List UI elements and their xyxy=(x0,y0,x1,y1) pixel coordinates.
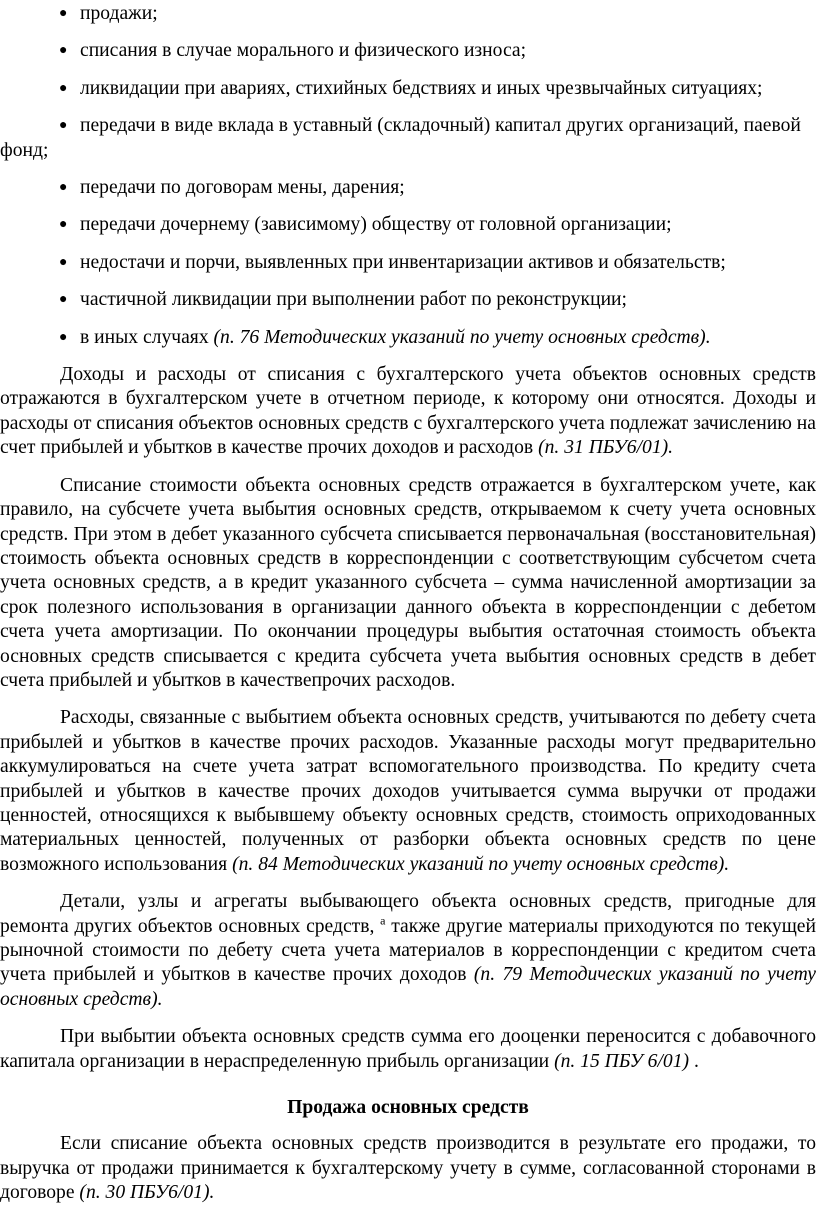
bullet-icon: ● xyxy=(59,329,68,345)
list-item-continuation: фонд; xyxy=(0,139,49,161)
document-page xyxy=(0,2,816,1219)
list-item: ● передачи по договорам мены, дарения; xyxy=(0,176,816,200)
reference: (п. 31 ПБУ6/01). xyxy=(538,437,674,459)
bullet-list xyxy=(0,2,816,350)
list-item: ● продажи; xyxy=(0,2,816,26)
bullet-icon: ● xyxy=(59,217,68,233)
reference: (п. 76 Методических указаний по учету основных средств). xyxy=(213,326,711,348)
reference: (п. 79 Методических указаний по учету основных средств). xyxy=(0,964,816,1010)
superscript: а xyxy=(380,913,386,928)
paragraph-disposal-expenses: Расходы, связанные с выбытием объекта основных средств, учитываются по дебету счета прибылей и убытков в качестве прочих расходов. Указанные расходы могут предварительно аккумулироваться на счете учета затрат вспомогательного производства. По кредиту счета прибылей и убытков в качестве прочих доходов учитывается сумма выручки от продажи ценностей, относящихся к выбывшему объекту основных средств, стоимость оприходованных материальных ценностей, полученных от разборки объекта основных средств по цене возможного использования (п. 84 Методических указаний по учету основных средств). xyxy=(0,707,816,875)
reference: (п. 30 ПБУ6/01). xyxy=(79,1182,215,1204)
bullet-icon: ● xyxy=(59,118,68,134)
list-item: ● в иных случаях (п. 76 Методических указаний по учету основных средств). xyxy=(0,326,816,350)
list-item: ● передачи дочернему (зависимому) обществу от головной организации; xyxy=(0,213,816,237)
list-item: ● недостачи и порчи, выявленных при инвентаризации активов и обязательств; xyxy=(0,251,816,275)
paragraph-sale: Если списание объекта основных средств производится в результате его продажи, то выручка от продажи принимается к бухгалтерскому учету в сумме, согласованной сторонами в договоре (п. 30 ПБУ6/01). xyxy=(0,1133,816,1204)
bullet-icon: ● xyxy=(59,80,68,96)
bullet-icon: ● xyxy=(59,180,68,196)
paragraph-revaluation: При выбытии объекта основных средств сумма его дооценки переносится с добавочного капитала организации в нераспределенную прибыль организации (п. 15 ПБУ 6/01) . xyxy=(0,1026,816,1072)
bullet-icon: ● xyxy=(59,292,68,308)
paragraph-write-off: Списание стоимости объекта основных средств отражается в бухгалтерском учете, как правило, на субсчете учета выбытия основных средств, открываемом к счету учета основных средств. При этом в дебет указанного субсчета списывается первоначальная (восстановительная) стоимость объекта основных средств в корреспонденции с соответствующим субсчетом счета учета основных средств, а в кредит указанного субсчета – сумма начисленной амортизации за срок полезного использования в организации данного объекта в корреспонденции с дебетом счета учета амортизации. По окончании процедуры выбытия остаточная стоимость объекта основных средств списывается с кредита субсчета учета выбытия основных средств в дебет счета прибылей и убытков в качествепрочих расходов. xyxy=(0,474,816,691)
list-item: ● частичной ликвидации при выполнении работ по реконструкции; xyxy=(0,288,816,312)
reference: (п. 15 ПБУ 6/01) xyxy=(554,1050,690,1072)
paragraph-details: Детали, узлы и агрегаты выбывающего объекта основных средств, пригодные для ремонта других объектов основных средств, $^а$ также другие материалы приходуются по текущей рыночной стоимости по дебету счета учета материалов в корреспонденции с кредитом счета учета прибылей и убытков в качестве прочих доходов (п. 79 Методических указаний по учету основных средств). xyxy=(0,891,816,1010)
list-item: ● списания в случае морального и физического износа; xyxy=(0,39,816,63)
paragraph-income-expenses: Доходы и расходы от списания с бухгалтерского учета объектов основных средств отражаются в бухгалтерском учете в отчетном периоде, к которому они относятся. Доходы и расходы от списания объектов основных средств с бухгалтерского учета подлежат зачислению на счет прибылей и убытков в качестве прочих доходов и расходов (п. 31 ПБУ6/01). xyxy=(0,364,816,459)
section-title: Продажа основных средств xyxy=(287,1097,529,1119)
list-item: ● передачи в виде вклада в уставный (складочный) капитал других организаций, паевой фонд; xyxy=(0,115,801,161)
reference: (п. 84 Методических указаний по учету основных средств). xyxy=(232,853,730,875)
bullet-icon: ● xyxy=(59,6,68,21)
list-item: ● ликвидации при авариях, стихийных бедствиях и иных чрезвычайных ситуациях; xyxy=(0,77,816,101)
bullet-icon: ● xyxy=(59,254,68,270)
bullet-icon: ● xyxy=(59,43,68,59)
